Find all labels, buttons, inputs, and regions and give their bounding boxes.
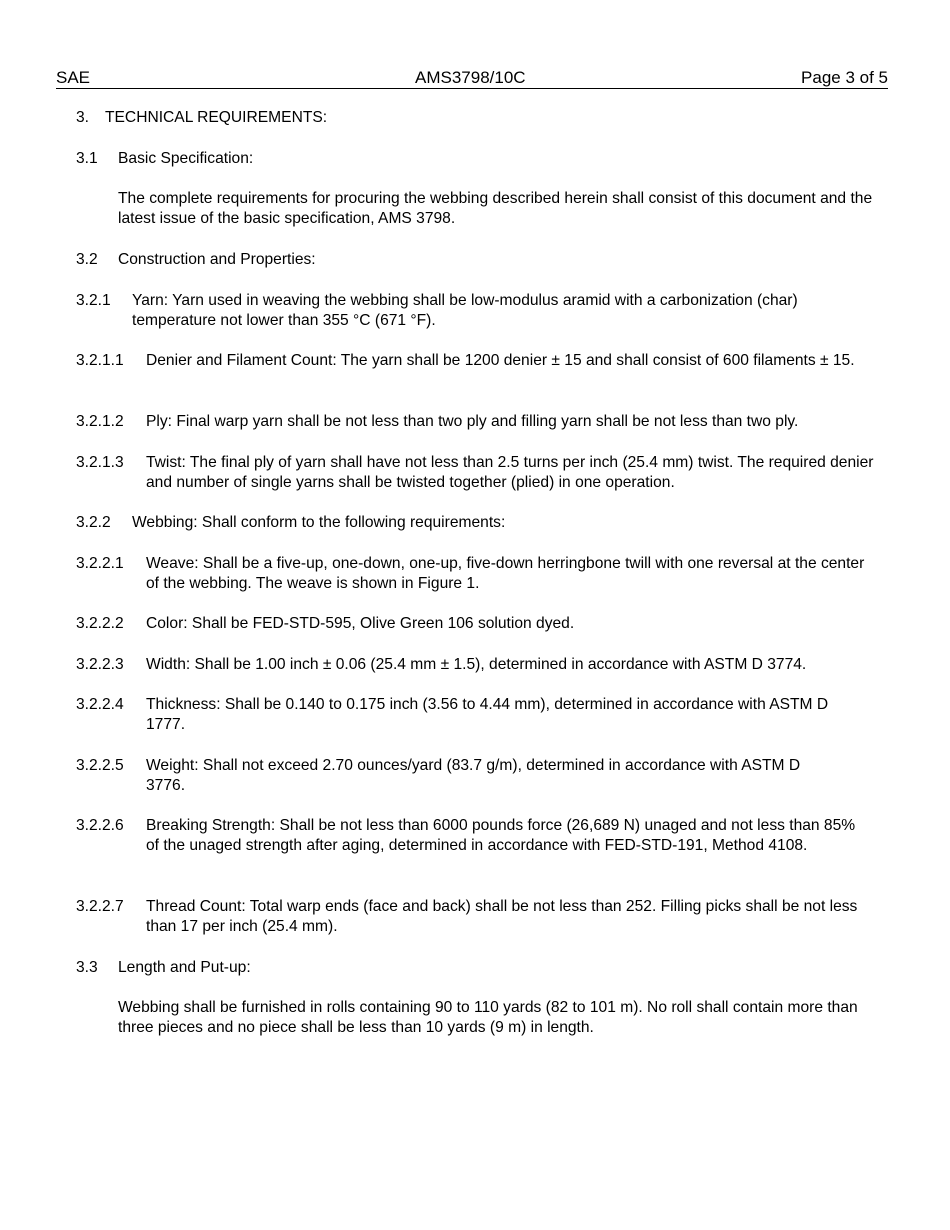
section-number: 3.2 [76, 251, 98, 268]
section-number: 3.2.2.4 [76, 696, 124, 713]
section-number: 3. [76, 109, 90, 126]
section-3-2-2-1 [76, 554, 876, 594]
section-number: 3.2.2 [76, 514, 111, 531]
section-number: 3.2.1.1 [76, 352, 124, 369]
section-number: 3.2.1.3 [76, 454, 124, 471]
page-header [56, 68, 888, 89]
section-text: Weave: Shall be a five-up, one-down, one-up, five-down herringbone twill with one reversal at the center of the webbing. The weave is shown in Figure 1. [146, 555, 865, 592]
section-3-2-2 [76, 513, 876, 533]
section-text: Twist: The final ply of yarn shall have not less than 2.5 turns per inch (25.4 mm) twist. The required denier and number of single yarns shall be twisted together (plied) in one operation. [146, 454, 874, 491]
section-heading: TECHNICAL REQUIREMENTS: [105, 109, 328, 126]
section-3-2-2-2 [76, 614, 876, 634]
section-number: 3.1 [76, 150, 98, 167]
section-3-2-2-7 [76, 897, 876, 937]
section-3-1 [76, 149, 876, 169]
section-3-2-2-3 [76, 655, 876, 675]
section-number: 3.2.2.3 [76, 656, 124, 673]
header-doc-number: AMS3798/10C [415, 68, 526, 87]
section-number: 3.2.2.6 [76, 817, 124, 834]
section-3-3 [76, 958, 876, 978]
section-text: Webbing: Shall conform to the following requirements: [132, 514, 506, 531]
section-number: 3.2.2.1 [76, 555, 124, 572]
section-3-2 [76, 250, 876, 270]
section-3-2-1-1 [76, 351, 876, 371]
section-3 [76, 108, 876, 128]
section-3-2-1-2 [76, 412, 876, 432]
section-number: 3.2.1 [76, 292, 111, 309]
section-heading: Length and Put-up: [118, 959, 251, 976]
section-text: Breaking Strength: Shall be not less than 6000 pounds force (26,689 N) unaged and not less than 85% of the unaged strength after aging, determined in accordance with FED-STD-191, Method 4108. [146, 817, 856, 854]
section-text: Weight: Shall not exceed 2.70 ounces/yard (83.7 g/m), determined in accordance with ASTM D 3776. [146, 757, 801, 794]
section-number: 3.3 [76, 959, 98, 976]
section-3-2-2-6 [76, 816, 876, 856]
section-number: 3.2.2.7 [76, 898, 124, 915]
section-text: Color: Shall be FED-STD-595, Olive Green 106 solution dyed. [146, 615, 575, 632]
section-text: Thickness: Shall be 0.140 to 0.175 inch (3.56 to 4.44 mm), determined in accordance with ASTM D 1777. [146, 696, 829, 733]
section-text: Yarn: Yarn used in weaving the webbing shall be low-modulus aramid with a carbonization (char) temperature not lower than 355 °C (671 °F). [132, 292, 798, 329]
paragraph-basic-spec: The complete requirements for procuring the webbing described herein shall consist of this document and the latest issue of the basic specification, AMS 3798. [118, 190, 873, 227]
header-page-number: Page 3 of 5 [801, 68, 888, 87]
section-text: Thread Count: Total warp ends (face and back) shall be not less than 252. Filling picks shall be not less than 17 per inch (25.4 mm). [146, 898, 858, 935]
section-number: 3.2.2.5 [76, 757, 124, 774]
section-3-2-1 [76, 291, 876, 331]
section-3-2-2-5 [76, 756, 876, 796]
section-text: Ply: Final warp yarn shall be not less than two ply and filling yarn shall be not less than two ply. [146, 413, 799, 430]
section-3-2-1-3 [76, 453, 876, 493]
header-org: SAE [56, 68, 91, 87]
section-3-2-2-4 [76, 695, 876, 735]
section-heading: Basic Specification: [118, 150, 254, 167]
section-text: Denier and Filament Count: The yarn shall be 1200 denier ± 15 and shall consist of 600 filaments ± 15. [146, 352, 855, 369]
section-number: 3.2.1.2 [76, 413, 124, 430]
section-heading: Construction and Properties: [118, 251, 316, 268]
section-number: 3.2.2.2 [76, 615, 124, 632]
section-text: Width: Shall be 1.00 inch ± 0.06 (25.4 mm ± 1.5), determined in accordance with ASTM D 3774. [146, 656, 807, 673]
paragraph-length-putup: Webbing shall be furnished in rolls containing 90 to 110 yards (82 to 101 m). No roll shall contain more than three pieces and no piece shall be less than 10 yards (9 m) in length. [118, 999, 858, 1036]
